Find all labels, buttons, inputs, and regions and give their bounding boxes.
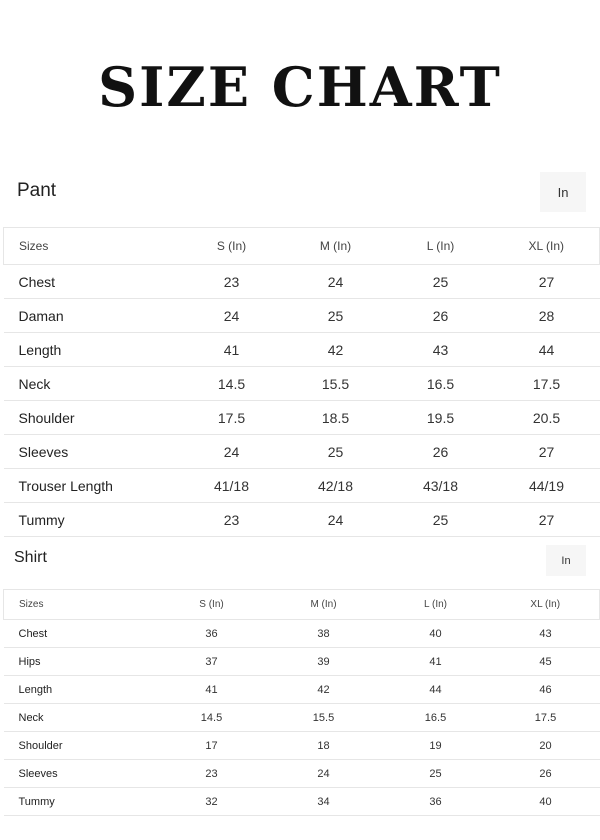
table-cell: 26 [388, 299, 494, 333]
table-cell: 46 [492, 676, 600, 704]
table-cell: 15.5 [284, 367, 388, 401]
table-row [4, 788, 600, 816]
table-cell: 42 [268, 676, 380, 704]
pant-section-title: Pant [17, 180, 57, 201]
pant-column-header: L (In) [388, 228, 494, 265]
row-label: Shoulder [4, 732, 156, 760]
pant-column-header: M (In) [284, 228, 388, 265]
table-row [4, 503, 600, 537]
table-cell: 27 [494, 503, 600, 537]
table-cell: 37 [156, 648, 268, 676]
table-row [4, 732, 600, 760]
table-cell: 43/18 [388, 469, 494, 503]
shirt-header-row [4, 590, 600, 620]
shirt-column-header: S (In) [156, 590, 268, 620]
table-cell: 32 [156, 788, 268, 816]
table-cell: 26 [492, 760, 600, 788]
table-cell: 24 [284, 265, 388, 299]
table-cell: 20 [492, 732, 600, 760]
pant-unit-button[interactable]: In [540, 172, 586, 212]
table-cell: 25 [388, 503, 494, 537]
table-cell: 18.5 [284, 401, 388, 435]
shirt-column-header: Sizes [4, 590, 156, 620]
table-cell: 44 [380, 676, 492, 704]
table-cell: 43 [492, 620, 600, 648]
table-row [4, 333, 600, 367]
table-row [4, 648, 600, 676]
table-cell: 25 [380, 760, 492, 788]
pant-size-table [3, 227, 600, 537]
table-cell: 45 [492, 648, 600, 676]
table-row [4, 760, 600, 788]
table-cell: 18 [268, 732, 380, 760]
row-label: Tummy [4, 788, 156, 816]
table-cell: 23 [156, 760, 268, 788]
table-cell: 41 [156, 676, 268, 704]
table-cell: 24 [180, 299, 284, 333]
table-cell: 17.5 [494, 367, 600, 401]
table-cell: 25 [284, 299, 388, 333]
table-row [4, 676, 600, 704]
table-cell: 23 [180, 503, 284, 537]
page-title: SIZE CHART [98, 55, 502, 119]
table-row [4, 435, 600, 469]
table-row [4, 620, 600, 648]
row-label: Sleeves [4, 435, 180, 469]
table-row [4, 265, 600, 299]
table-cell: 27 [494, 435, 600, 469]
table-cell: 41/18 [180, 469, 284, 503]
table-cell: 20.5 [494, 401, 600, 435]
table-cell: 14.5 [180, 367, 284, 401]
table-cell: 36 [156, 620, 268, 648]
row-label: Hips [4, 648, 156, 676]
table-cell: 14.5 [156, 704, 268, 732]
shirt-table-body [4, 620, 600, 816]
table-cell: 44/19 [494, 469, 600, 503]
shirt-column-header: XL (In) [492, 590, 600, 620]
row-label: Trouser Length [4, 469, 180, 503]
table-cell: 42/18 [284, 469, 388, 503]
table-row [4, 469, 600, 503]
shirt-column-header: M (In) [268, 590, 380, 620]
table-cell: 25 [388, 265, 494, 299]
shirt-column-header: L (In) [380, 590, 492, 620]
table-cell: 16.5 [380, 704, 492, 732]
row-label: Sleeves [4, 760, 156, 788]
table-row [4, 367, 600, 401]
table-cell: 40 [492, 788, 600, 816]
shirt-size-table [3, 589, 600, 816]
table-row [4, 299, 600, 333]
table-cell: 41 [180, 333, 284, 367]
row-label: Neck [4, 367, 180, 401]
row-label: Chest [4, 620, 156, 648]
row-label: Tummy [4, 503, 180, 537]
shirt-unit-button[interactable]: In [546, 545, 586, 576]
table-cell: 44 [494, 333, 600, 367]
pant-column-header: XL (In) [494, 228, 600, 265]
row-label: Length [4, 333, 180, 367]
table-cell: 17.5 [492, 704, 600, 732]
table-cell: 43 [388, 333, 494, 367]
table-cell: 23 [180, 265, 284, 299]
pant-column-header: Sizes [4, 228, 180, 265]
table-row [4, 704, 600, 732]
row-label: Length [4, 676, 156, 704]
table-cell: 17 [156, 732, 268, 760]
table-cell: 19 [380, 732, 492, 760]
row-label: Chest [4, 265, 180, 299]
table-cell: 17.5 [180, 401, 284, 435]
table-cell: 24 [284, 503, 388, 537]
table-cell: 15.5 [268, 704, 380, 732]
pant-column-header: S (In) [180, 228, 284, 265]
table-cell: 42 [284, 333, 388, 367]
table-cell: 39 [268, 648, 380, 676]
table-cell: 34 [268, 788, 380, 816]
table-cell: 36 [380, 788, 492, 816]
row-label: Shoulder [4, 401, 180, 435]
table-cell: 19.5 [388, 401, 494, 435]
table-cell: 27 [494, 265, 600, 299]
table-cell: 38 [268, 620, 380, 648]
table-cell: 24 [268, 760, 380, 788]
row-label: Daman [4, 299, 180, 333]
row-label: Neck [4, 704, 156, 732]
table-cell: 16.5 [388, 367, 494, 401]
table-cell: 41 [380, 648, 492, 676]
table-row [4, 401, 600, 435]
pant-header-row [4, 228, 600, 265]
table-cell: 28 [494, 299, 600, 333]
table-cell: 40 [380, 620, 492, 648]
pant-table-body [4, 265, 600, 537]
table-cell: 26 [388, 435, 494, 469]
shirt-section-title: Shirt [14, 549, 47, 566]
table-cell: 25 [284, 435, 388, 469]
table-cell: 24 [180, 435, 284, 469]
